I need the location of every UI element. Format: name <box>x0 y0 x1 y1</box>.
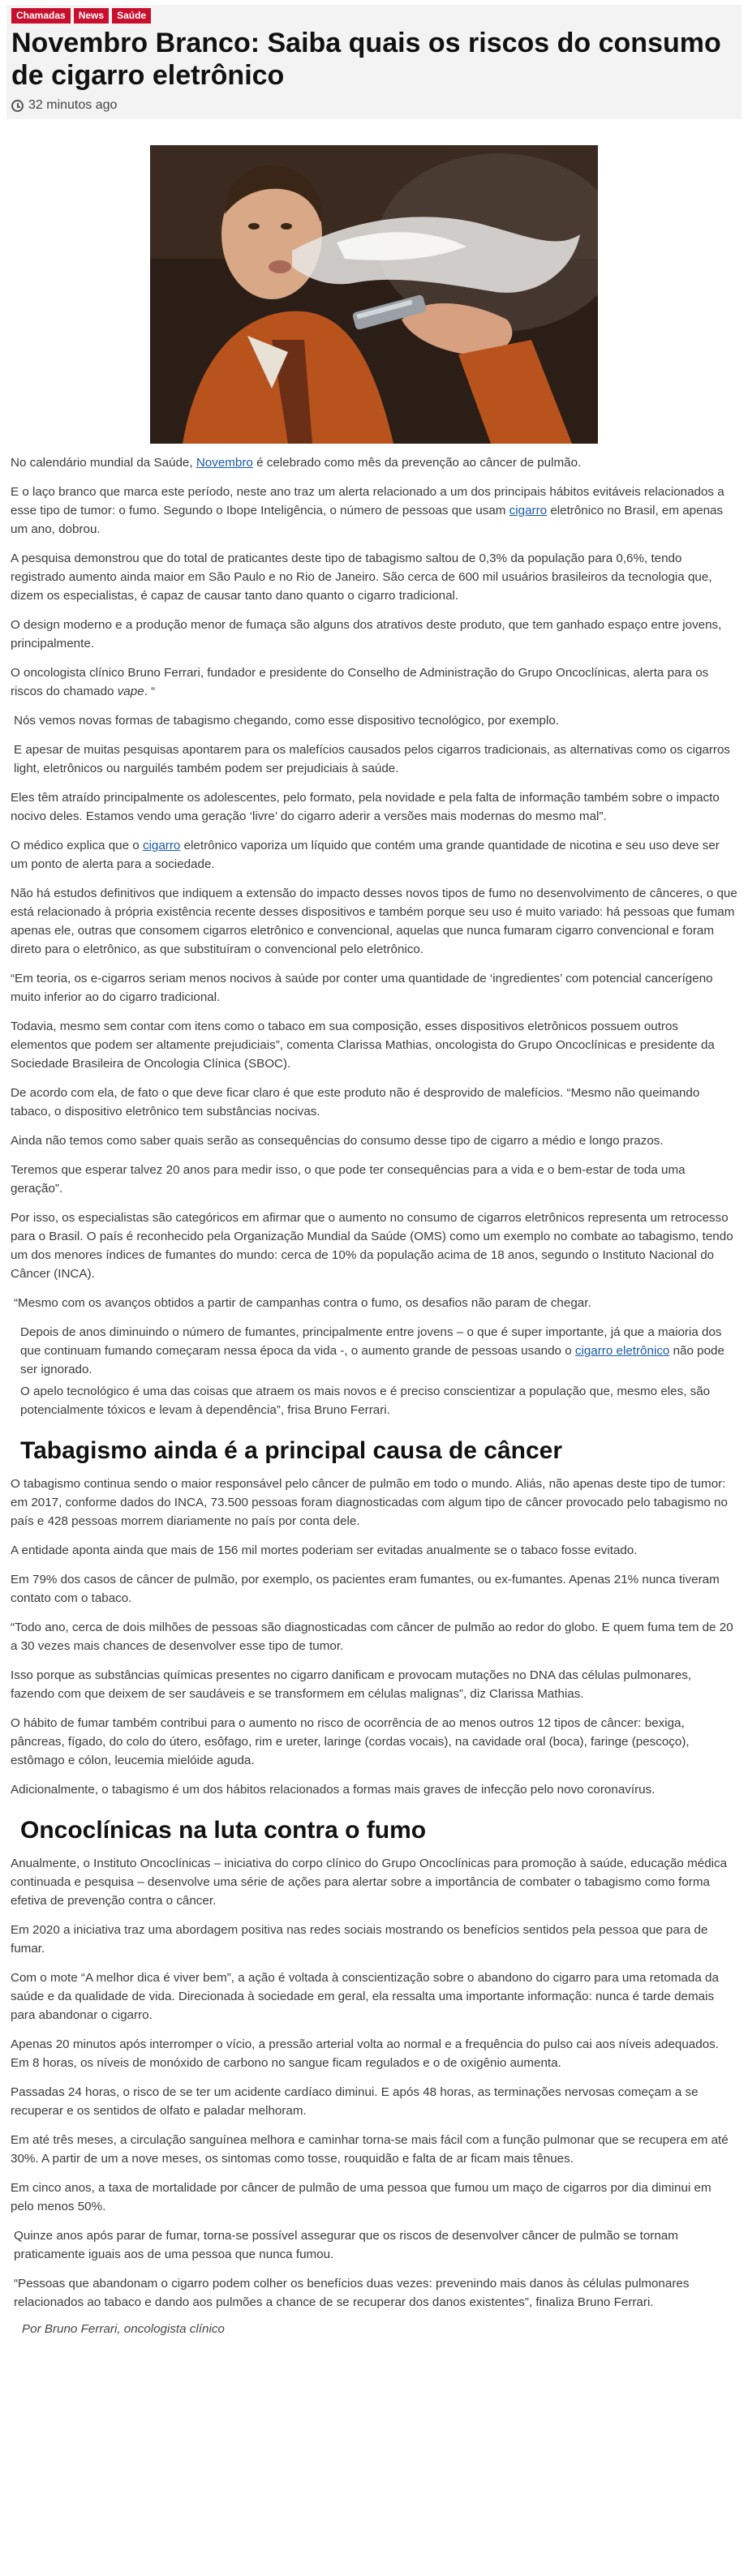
paragraph: Isso porque as substâncias químicas presentes no cigarro danificam e provocam mutações no DNA das células pulmonares, fazendo com que deixem de ser saudáveis e se transformem em células malignas”, diz Clarissa Mathias. <box>11 1668 692 1701</box>
paragraph: O tabagismo continua sendo o maior responsável pelo câncer de pulmão em todo o mundo. Aliás, não apenas deste tipo de tumor: em 2017, conforme dados do INCA, 73.500 pessoas foram diagnosticadas com algum tipo de câncer provocado pelo tabagismo no país e 428 pessoas morrem diariamente no país por conta dele. <box>11 1477 728 1528</box>
link-novembro[interactable]: Novembro <box>196 456 253 470</box>
paragraph: Em até três meses, a circulação sanguínea melhora e caminhar torna-se mais fácil com a função pulmonar que se recupera em até 30%. A partir de um a nove meses, os sintomas como tosse, rouquidão e falta de ar ficam mais tênues. <box>11 2133 729 2166</box>
section-heading: Oncoclínicas na luta contra o fumo <box>20 1817 427 1844</box>
paragraph: No calendário mundial da Saúde, Novembro é celebrado como mês da prevenção ao câncer de pulmão. <box>11 456 582 470</box>
clock-icon <box>11 100 24 112</box>
paragraph: Apenas 20 minutos após interromper o vício, a pressão arterial volta ao normal e a frequência do pulso cai aos níveis adequados. Em 8 horas, os níveis de monóxido de carbono no sangue ficam regulados e o de oxigênio aumenta. <box>11 2037 719 2070</box>
page-title: Novembro Branco: Saiba quais os riscos do consumo de cigarro eletrônico <box>11 28 721 91</box>
paragraph: Adicionalmente, o tabagismo é um dos hábitos relacionados a formas mais graves de infecção pelo novo coronavírus. <box>11 1783 656 1797</box>
link-cigarro-eletronico[interactable]: cigarro eletrônico <box>574 1344 670 1358</box>
link-cigarro[interactable]: cigarro <box>509 504 548 517</box>
paragraph: Quinze anos após parar de fumar, torna-se possível assegurar que os riscos de desenvolver câncer de pulmão se tornam praticamente iguais aos de uma pessoa que nunca fumou. <box>14 2229 678 2261</box>
article-photo <box>150 145 598 444</box>
paragraph: Passadas 24 horas, o risco de se ter um acidente cardíaco diminui. E após 48 horas, as terminações nervosas começam a se recuperar e os sentidos de olfato e paladar melhoram. <box>11 2085 699 2118</box>
paragraph: Teremos que esperar talvez 20 anos para medir isso, o que pode ter consequências para a vida e o bem-estar de toda uma geração”. <box>11 1163 686 1196</box>
paragraph: “Mesmo com os avanços obtidos a partir de campanhas contra o fumo, os desafios não param de chegar. <box>14 1296 591 1310</box>
paragraph: A pesquisa demonstrou que do total de praticantes deste tipo de tabagismo saltou de 0,3% da população para 0,6%, tendo registrado aumento ainda maior em São Paulo e no Rio de Janeiro. São cerca de 600 mil usuários brasileiros da tecnologia que, dizem os especialistas, é capaz de causar tanto dano quanto o cigarro tradicional. <box>11 552 712 603</box>
paragraph: O apelo tecnológico é uma das coisas que atraem os mais novos e é preciso conscientizar a população que, mesmo eles, são potencialmente tóxicos e levam à dependência”, frisa Bruno Ferrari. <box>20 1385 711 1417</box>
paragraph: Em 2020 a iniciativa traz uma abordagem positiva nas redes sociais mostrando os benefícios sentidos pela pessoa que para de fumar. <box>11 1923 708 1956</box>
category-tags <box>11 8 737 24</box>
paragraph: O design moderno e a produção menor de fumaça são alguns dos atrativos deste produto, que tem ganhado espaço entre jovens, principalmente. <box>11 618 722 650</box>
post-time: 32 minutos ago <box>28 98 118 112</box>
article-page <box>0 5 748 2336</box>
post-meta <box>11 98 737 113</box>
paragraph: “Em teoria, os e-cigarros seriam menos nocivos à saúde por conter uma quantidade de ‘ingredientes’ com potencial cancerígeno muito inferior ao do cigarro tradicional. <box>11 972 713 1004</box>
paragraph: Anualmente, o Instituto Oncoclínicas – iniciativa do corpo clínico do Grupo Oncoclínicas para promoção à saúde, educação médica continuada e pesquisa – desenvolve uma série de ações para alertar sobre a importância de combater o tabagismo como forma efetiva de prevenção contra o câncer. <box>11 1857 728 1908</box>
paragraph: O hábito de fumar também contribui para o aumento no risco de ocorrência de ao menos outros 12 tipos de câncer: bexiga, pâncreas, fígado, do colo do útero, esôfago, rim e ureter, laringe (cordas vocais), na cavidade oral (boca), faringe (pescoço), estômago e cólon, leucemia mielóide aguda. <box>11 1716 690 1767</box>
paragraph: Com o mote “A melhor dica é viver bem”, a ação é voltada à conscientização sobre o abandono do cigarro para uma retomada da saúde e da qualidade de vida. Direcionada à sociedade em geral, ela ressalta uma importante informação: nunca é tarde demais para abandonar o cigarro. <box>11 1971 719 2022</box>
article-header <box>6 5 742 119</box>
author-caption: Por Bruno Ferrari, oncologista clínico <box>22 2322 225 2336</box>
article-body <box>0 453 748 2336</box>
paragraph: O médico explica que o cigarro eletrônico vaporiza um líquido que contém uma grande quantidade de nicotina e seu uso deve ser um ponto de alerta para a sociedade. <box>11 839 720 871</box>
paragraph: Todavia, mesmo sem contar com itens como o tabaco em sua composição, esses dispositivos eletrônicos possuem outros elementos que podem ser altamente prejudiciais”, comenta Clarissa Mathias, oncologista do Grupo Oncoclínicas e presidente da Sociedade Brasileira de Oncologia Clínica (SBOC). <box>11 1020 715 1071</box>
section-heading: Tabagismo ainda é a principal causa de câncer <box>20 1437 563 1464</box>
link-cigarro-2[interactable]: cigarro <box>142 839 181 852</box>
tag-saude[interactable]: Saúde <box>112 8 151 24</box>
paragraph: Não há estudos definitivos que indiquem a extensão do impacto desses novos tipos de fumo no desenvolvimento de cânceres, o que está relacionado à própria existência recente desses dispositivos e também porque seu uso é muito variado: há pessoas que fumam apenas ele, outras que consomem cigarros eletrônico e convencional, aquelas que nunca fumaram cigarro convencional e foram direto para o eletrônico, as que substituíram o convencional pelo eletrônico. <box>11 887 737 956</box>
paragraph: De acordo com ela, de fato o que deve ficar claro é que este produto não é desprovido de malefícios. “Mesmo não queimando tabaco, o dispositivo eletrônico tem substâncias nocivas. <box>11 1086 700 1118</box>
tag-chamadas[interactable]: Chamadas <box>11 8 71 24</box>
paragraph: E o laço branco que marca este período, neste ano traz um alerta relacionado a um dos principais hábitos evitáveis relacionados a esse tipo de tumor: o fumo. Segundo o Ibope Inteligência, o número de pessoas que usam cigarro eletrônico no Brasil, em apenas um ano, dobrou. <box>11 485 724 536</box>
paragraph: “Todo ano, cerca de dois milhões de pessoas são diagnosticadas com câncer de pulmão ao redor do globo. E quem fuma tem de 20 a 30 vezes mais chances de desenvolver esse tipo de tumor. <box>11 1621 733 1653</box>
paragraph: Nós vemos novas formas de tabagismo chegando, como esse dispositivo tecnológico, por exemplo. <box>14 714 559 728</box>
paragraph: A entidade aponta ainda que mais de 156 mil mortes poderiam ser evitadas anualmente se o tabaco fosse evitado. <box>11 1543 638 1557</box>
paragraph: Em 79% dos casos de câncer de pulmão, por exemplo, os pacientes eram fumantes, ou ex-fumantes. Apenas 21% nunca tiveram contato com o tabaco. <box>11 1573 720 1605</box>
paragraph: Por isso, os especialistas são categóricos em afirmar que o aumento no consumo de cigarros eletrônicos representa um retrocesso para o Brasil. O país é reconhecido pela Organização Mundial da Saúde (OMS) como um exemplo no combate ao tabagismo, tendo um dos menores índices de fumantes do mundo: cerca de 10% da população acima de 18 anos, segundo o Instituto Nacional do Câncer (INCA). <box>11 1211 733 1281</box>
paragraph: E apesar de muitas pesquisas apontarem para os malefícios causados pelos cigarros tradicionais, as alternativas como os cigarros light, eletrônicos ou narguilés também podem ser prejudiciais à saúde. <box>14 743 731 775</box>
paragraph: Eles têm atraído principalmente os adolescentes, pelo formato, pela novidade e pela falta de informação também sobre o impacto nocivo deles. Estamos vendo uma geração ‘livre’ do cigarro aderir a versões mais modernas do mesmo mal”. <box>11 791 720 823</box>
paragraph: Ainda não temos como saber quais serão as consequências do consumo desse tipo de cigarro a médio e longo prazos. <box>11 1134 664 1148</box>
tag-news[interactable]: News <box>74 8 109 24</box>
paragraph: Em cinco anos, a taxa de mortalidade por câncer de pulmão de uma pessoa que fumou um maço de cigarros por dia diminui em pelo menos 50%. <box>11 2181 711 2213</box>
paragraph: Depois de anos diminuindo o número de fumantes, principalmente entre jovens – o que é super importante, já que a maioria dos que continuam fumando começaram nessa época da vida -, o aumento grande de pessoas usando o cigarro eletrônico não pode ser ignorado. <box>20 1325 724 1376</box>
paragraph: O oncologista clínico Bruno Ferrari, fundador e presidente do Conselho de Administração do Grupo Oncoclínicas, alerta para os riscos do chamado vape. “ <box>11 666 709 698</box>
paragraph: “Pessoas que abandonam o cigarro podem colher os benefícios duas vezes: prevenindo mais danos às células pulmonares relacionados ao tabaco e dando aos pulmões a chance de se recuperar dos danos existentes”, finaliza Bruno Ferrari. <box>14 2277 690 2309</box>
